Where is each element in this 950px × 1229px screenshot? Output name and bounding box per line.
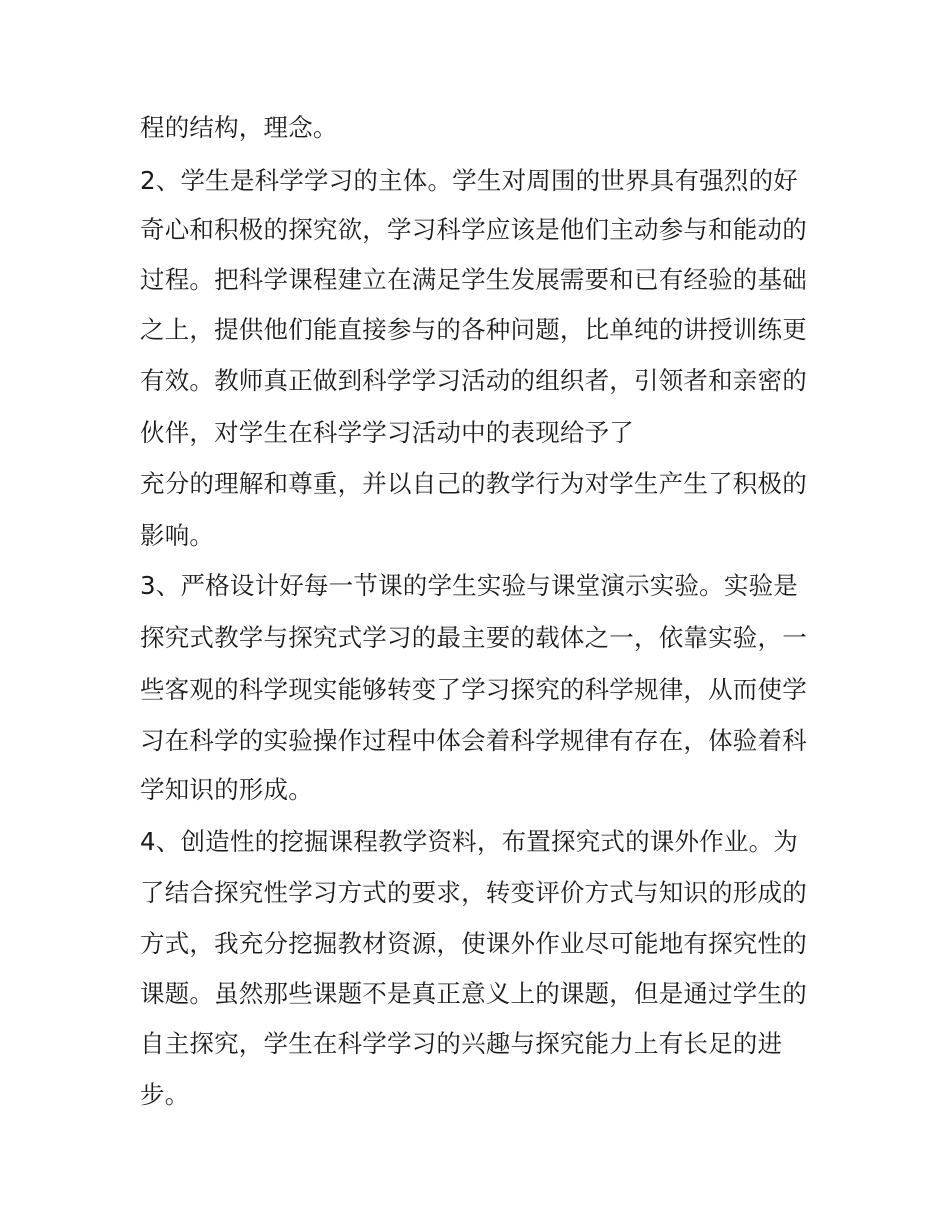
text-line: 过程。把科学课程建立在满足学生发展需要和已有经验的基础 bbox=[140, 265, 807, 294]
text-line: 影响。 bbox=[140, 521, 215, 550]
text-line: 学知识的形成。 bbox=[140, 775, 313, 804]
text-line: 课题。虽然那些课题不是真正意义上的课题，但是通过学生的 bbox=[140, 979, 807, 1008]
text-line: 伙伴，对学生在科学学习活动中的表现给予了 bbox=[140, 418, 634, 447]
text-line: 方式，我充分挖掘教材资源，使课外作业尽可能地有探究性的 bbox=[140, 929, 807, 958]
text-line: 充分的理解和尊重，并以自己的教学行为对学生产生了积极的 bbox=[140, 469, 807, 498]
text-line: 之上，提供他们能直接参与的各种问题，比单纯的讲授训练更 bbox=[140, 315, 807, 344]
text-line: 奇心和积极的探究欲，学习科学应该是他们主动参与和能动的 bbox=[140, 215, 807, 244]
text-line: 习在科学的实验操作过程中体会着科学规律有存在，体验着科 bbox=[140, 726, 807, 755]
text-line: 3、严格设计好每一节课的学生实验与课堂演示实验。实验是 bbox=[140, 571, 798, 600]
text-line: 些客观的科学现实能够转变了学习探究的科学规律，从而使学 bbox=[140, 675, 807, 704]
text-line: 2、学生是科学学习的主体。学生对周围的世界具有强烈的好 bbox=[140, 166, 798, 195]
text-line: 了结合探究性学习方式的要求，转变评价方式与知识的形成的 bbox=[140, 878, 807, 907]
text-line: 有效。教师真正做到科学学习活动的组织者，引领者和亲密的 bbox=[140, 366, 807, 395]
text-line: 探究式教学与探究式学习的最主要的载体之一，依靠实验，一 bbox=[140, 623, 807, 652]
text-line: 程的结构，理念。 bbox=[140, 113, 338, 142]
text-line: 步。 bbox=[140, 1080, 190, 1109]
text-line: 自主探究，学生在科学学习的兴趣与探究能力上有长足的进 bbox=[140, 1029, 783, 1058]
text-line: 4、创造性的挖掘课程教学资料，布置探究式的课外作业。为 bbox=[140, 827, 798, 856]
